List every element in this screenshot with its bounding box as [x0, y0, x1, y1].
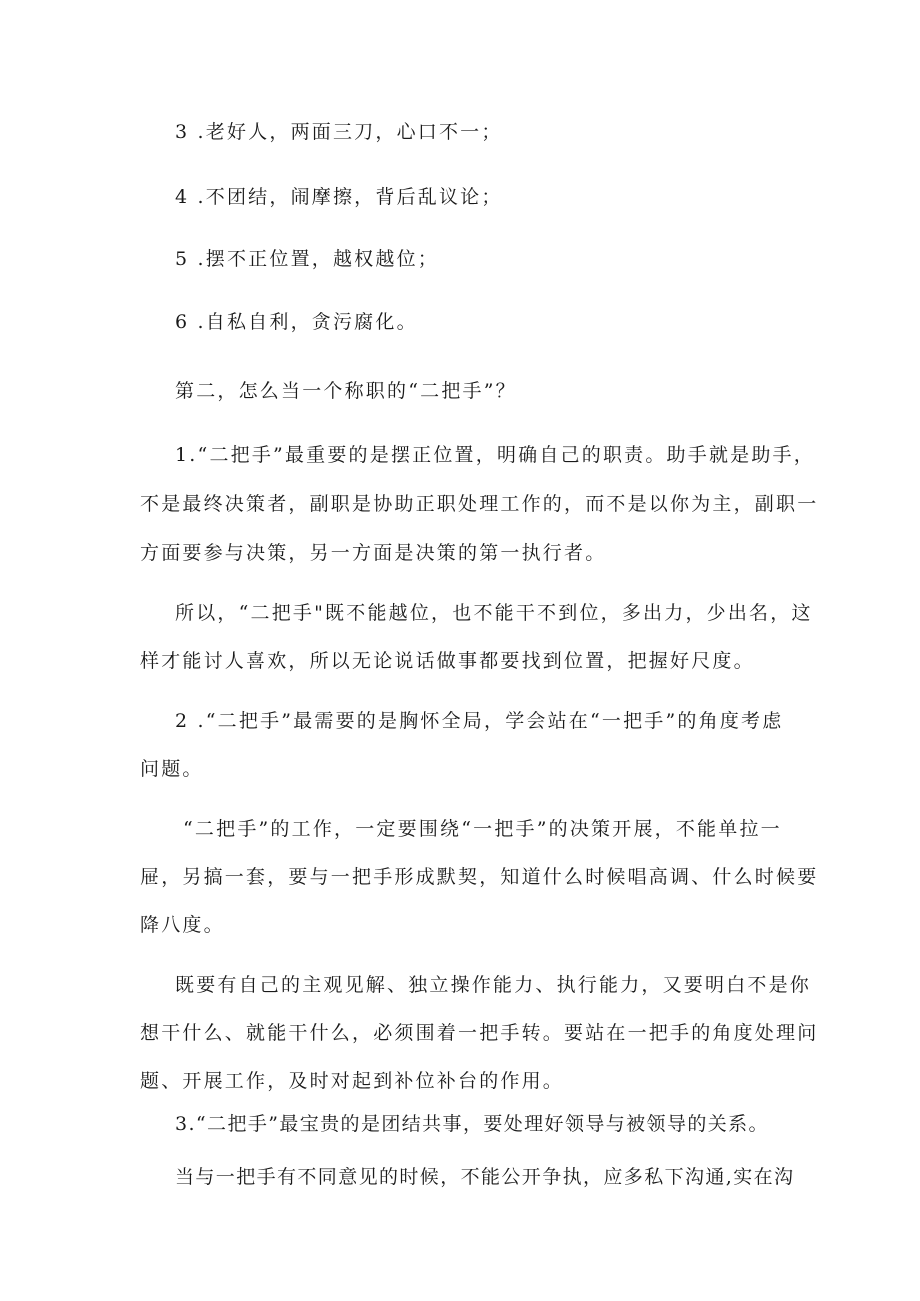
paragraph-3-line-1: 2 .“二把手”最需要的是胸怀全局，学会站在“一把手”的角度考虑 [175, 710, 784, 732]
paragraph-4-line-2: 屉，另搞一套，要与一把手形成默契，知道什么时候唱高调、什么时候要 [140, 866, 819, 888]
list-item-5: 5 .摆不正位置，越权越位； [175, 248, 439, 270]
list-item-3: 3 .老好人，两面三刀，心口不一； [175, 121, 503, 143]
paragraph-5-line-1: 既要有自己的主观见解、独立操作能力、执行能力，又要明白不是你 [175, 974, 812, 996]
paragraph-4-line-3: 降八度。 [140, 914, 225, 936]
paragraph-6-line-1: 3.“二把手”最宝贵的是团结共事，要处理好领导与被领导的关系。 [175, 1113, 769, 1135]
list-item-6: 6 .自私自利，贪污腐化。 [175, 311, 418, 333]
paragraph-1-line-1: 1.“二把手”最重要的是摆正位置，明确自己的职责。助手就是助手， [175, 444, 815, 466]
list-item-4: 4 .不团结，闹摩擦，背后乱议论； [175, 186, 503, 208]
paragraph-5-line-3: 题、开展工作，及时对起到补位补台的作用。 [140, 1070, 565, 1092]
paragraph-2-line-2: 样才能讨人喜欢，所以无论说话做事都要找到位置，把握好尺度。 [140, 650, 755, 672]
paragraph-4-line-1: “二把手”的工作，一定要围绕“一把手”的决策开展，不能单拉一 [183, 818, 782, 840]
paragraph-5-line-2: 想干什么、就能干什么，必须围着一把手转。要站在一把手的角度处理问 [140, 1022, 819, 1044]
paragraph-2-line-1: 所以，“二把手"既不能越位，也不能干不到位，多出力，少出名，这 [175, 602, 813, 624]
paragraph-1-line-3: 方面要参与决策，另一方面是决策的第一执行者。 [140, 542, 607, 564]
paragraph-1-line-2: 不是最终决策者，副职是协助正职处理工作的，而不是以你为主，副职一 [140, 493, 819, 515]
section-heading: 第二，怎么当一个称职的“二把手”？ [175, 380, 517, 402]
paragraph-3-line-2: 问题。 [140, 758, 204, 780]
paragraph-7-line-1: 当与一把手有不同意见的时候，不能公开争执，应多私下沟通,实在沟 [175, 1166, 795, 1188]
